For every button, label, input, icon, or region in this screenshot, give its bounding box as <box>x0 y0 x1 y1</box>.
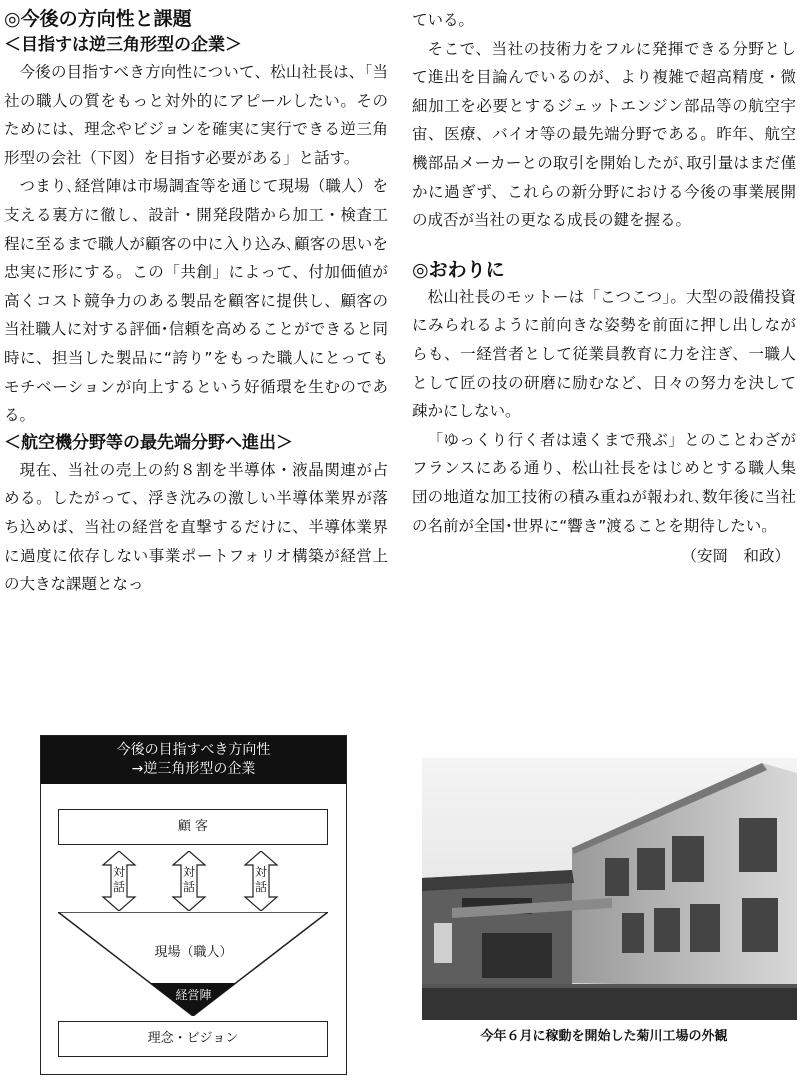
paragraph-proverb: 「ゆっくり行く者は遠くまで飛ぶ」とのことわざがフランスにある通り、松山社長をはじめとする職人集団の地道な加工技術の積み重ねが報われ､数年後に当社の名前が全国･世界に“響き”渡ることを期待したい。 <box>412 430 796 535</box>
photo-caption: 今年６月に稼動を開始した菊川工場の外観 <box>480 1029 728 1044</box>
paragraph-cocreation: つまり､経営陣は市場調査等を通じて現場（職人）を支える裏方に徹し、設計・開発段階から加工・検査工程に至るまで職人が顧客の中に入り込み､顧客の思いを忠実に形にする。この「共創」によって、付加価値が高くコスト競争力のある製品を顧客に提供し、顧客の当社職人に対する評価･信頼を高めることができると同時に、担当した製品に“誇り”をもった職人にとってもモチベーションが向上するという好循環を生むのである。 <box>4 177 388 425</box>
diagram-title <box>41 736 346 784</box>
diagram-title-line1: 今後の目指すべき方向性 <box>116 742 271 758</box>
dialogue-label-1: 対話 <box>112 865 125 894</box>
paragraph-semiconductor: 現在、当社の売上の約８割を半導体・液晶関連が占める。したがって、浮き沈みの激しい半導体業界が落ち込めば、当社の経営を直撃するだけに、半導体業界に過度に依存しない事業ポートフォリオ構築が経営上の大きな課題となっ <box>4 460 388 594</box>
dialogue-label-3: 対話 <box>254 865 267 894</box>
diagram-title-line2: →逆三角形型の企業 <box>131 761 256 777</box>
subheading-inverted-triangle: ＜目指すは逆三角形型の企業＞ <box>4 35 242 55</box>
left-column <box>4 6 388 599</box>
subheading-aerospace: ＜航空機分野等の最先端分野へ進出＞ <box>4 432 293 453</box>
management-label: 経営陣 <box>175 988 212 1002</box>
factory-building-image <box>422 758 797 1020</box>
author-signature: （安岡 和政） <box>681 547 790 566</box>
paragraph-direction: 今後の目指すべき方向性について、松山社長は、「当社の職人の質をもっと対外的にアピールしたい。そのためには、理念やビジョンを確実に実行できる逆三角形型の会社（下図）を目指す必要がある」と話す。 <box>4 63 388 167</box>
dialogue-label-2: 対話 <box>182 865 195 894</box>
paragraph-motto: 松山社長のモットーは「こつこつ」。大型の設備投資にみられるように前向きな姿勢を前面に押し出しながらも、一経営者として従業員教育に力を注ぎ、一職人として匠の技の研磨に励むなど、日々の努力を決して疎かにしない。 <box>412 287 796 421</box>
inverted-triangle-diagram <box>40 735 347 1075</box>
right-column <box>412 6 796 570</box>
paragraph-advanced-fields: そこで、当社の技術力をフルに発揮できる分野として進出を目論んでいるのが、より複雑で超高精度・微細加工を必要とするジェットエンジン部品等の航空宇宙、医療、バイオ等の最先端分野である。昨年、航空機部品メーカーとの取引を開始したが､取引量はまだ僅かに過ぎず、これらの新分野における今後の事業展開の成否が当社の更なる成長の鍵を握る。 <box>412 39 796 230</box>
section-heading-conclusion: ◎おわりに <box>412 258 505 281</box>
paragraph-continuation: ている。 <box>412 11 475 29</box>
field-workers-label: 現場（職人） <box>154 945 233 960</box>
vision-box: 理念・ビジョン <box>58 1021 328 1057</box>
section-heading-direction: ◎今後の方向性と課題 <box>4 8 192 30</box>
factory-photo <box>422 758 797 1020</box>
customer-box: 顧 客 <box>58 809 328 845</box>
